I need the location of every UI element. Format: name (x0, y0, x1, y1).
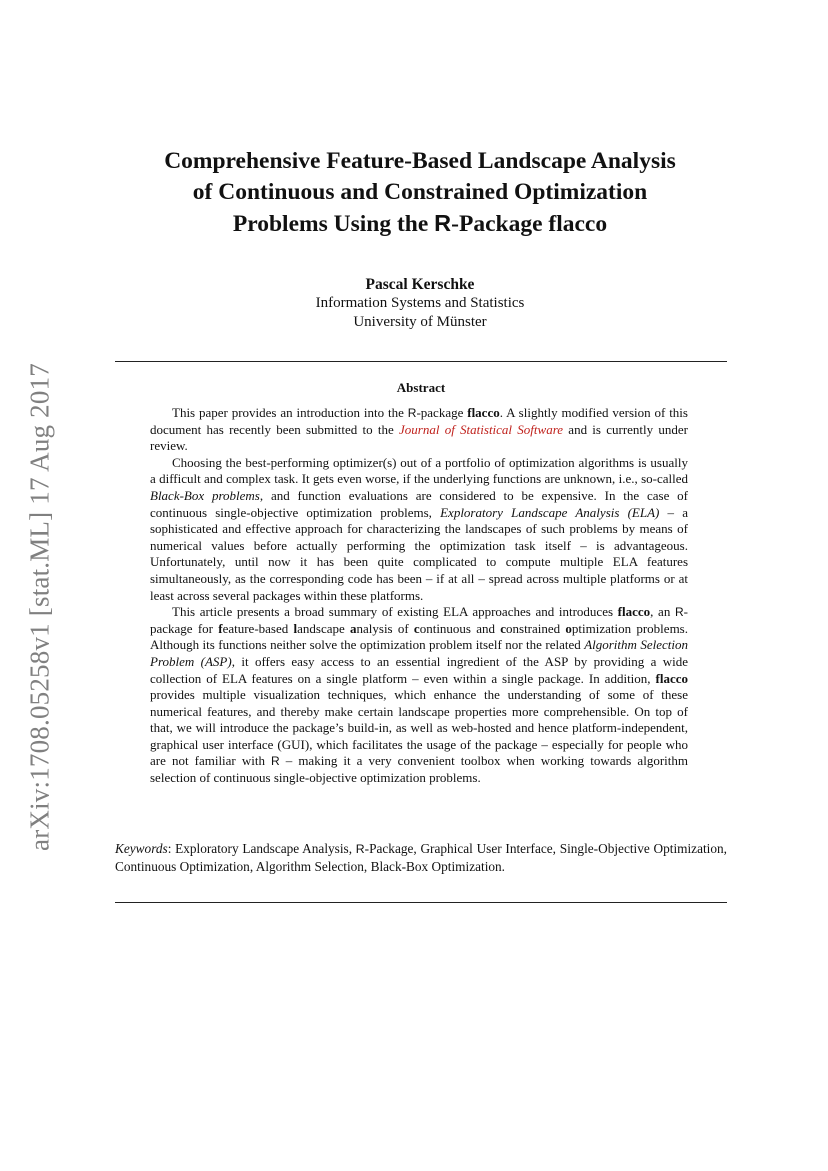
text: . A slightly modified version of this document has recently been submitted to the (150, 405, 688, 437)
paper-title (100, 146, 740, 240)
abstract-body (150, 405, 688, 787)
text: Choosing the best-performing optimizer(s) out of a portfolio of optimization algorithms is usually a difficult and complex task. It gets even worse, if the underlying functions are unknown, i.e., so-called (150, 454, 688, 487)
text: This paper provides an introduction into the (172, 405, 408, 420)
title-line-1: Comprehensive Feature-Based Landscape Analysis (164, 148, 676, 174)
text: andscape (297, 620, 350, 636)
acronym-letter: f (218, 620, 223, 636)
text: This article presents a broad summary of existing ELA approaches and introduces (172, 604, 618, 620)
text: ontinuous and (419, 620, 501, 636)
author-name: Pascal Kerschke (365, 276, 475, 293)
keywords-label: Keywords (115, 841, 168, 856)
r-symbol: R (355, 842, 365, 856)
text: -Package, Graphical User Interface, Single-Objective Optimization, Continuous Optimization, Algorithm Selection, Black-Box Optimization. (115, 841, 727, 874)
package-name: flacco (655, 670, 688, 686)
keywords-block (115, 840, 727, 875)
journal-link[interactable]: Journal of Statistical Software (399, 421, 564, 437)
title-text: Problems Using the (232, 211, 435, 237)
abstract-paragraph-1 (150, 405, 688, 455)
author-affiliation-1: Information Systems and Statistics (315, 295, 525, 311)
emphasis: Black-Box problems (150, 487, 260, 503)
arxiv-stamp-text: arXiv:1708.05258v1 [stat.ML] 17 Aug 2017 (24, 363, 55, 851)
emphasis: Exploratory Landscape Analysis (ELA) (440, 504, 660, 520)
abstract-heading: Abstract (396, 380, 446, 395)
acronym-letter: c (500, 620, 507, 636)
author-affiliation-2: University of Münster (353, 314, 487, 330)
title-line-2: of Continuous and Constrained Optimization (192, 179, 648, 205)
title-r-symbol: R (434, 210, 452, 236)
text: – making it a very convenient toolbox when working towards algorithm selection of continuous single-objective optimization problems. (150, 753, 688, 786)
title-line-3 (100, 208, 740, 240)
text: : Exploratory Landscape Analysis, (167, 841, 356, 856)
text: and is currently under review. (150, 421, 688, 454)
text: eature-based (222, 620, 294, 636)
r-symbol: R (407, 406, 417, 420)
text: -package for (150, 604, 688, 636)
text: , an (650, 604, 675, 620)
r-symbol: R (674, 605, 684, 620)
text: ptimization problems. Although its functions neither solve the optimization problem itself nor the related (150, 620, 688, 653)
top-rule (115, 361, 727, 362)
title-package-name: flacco (548, 211, 608, 237)
abstract-paragraph-3 (150, 604, 688, 787)
arxiv-stamp (20, 352, 60, 862)
text: nalysis of (356, 620, 414, 636)
r-symbol: R (271, 754, 280, 769)
emphasis: Algorithm Selection Problem (ASP) (150, 637, 689, 669)
text: , and function evaluations are considered to be expensive. In the case of continuous single-objective optimization problems, (150, 487, 689, 520)
text: -package (416, 405, 468, 420)
abstract-paragraph-2 (150, 455, 688, 604)
text: onstrained (506, 620, 566, 636)
text: , it offers easy access to an essential ingredient of the ASP by providing a wide collection of ELA features on a single platform – even within a single package. In addition, (150, 653, 689, 686)
package-name: flacco (617, 604, 651, 620)
acronym-letter: c (413, 620, 420, 636)
author-block (100, 275, 740, 332)
text: – a sophisticated and effective approach for characterizing the landscapes of such problems by means of numerical values before actually performing the optimization task itself – is advantageous. Unfortunately, until now it has been quite complicated to compute multiple ELA features simultaneously, as the corresponding code has been – if at all – spread across multiple platforms or at least across several packages within these platforms. (150, 504, 688, 603)
bottom-rule (115, 902, 727, 903)
acronym-letter: l (293, 620, 298, 636)
title-text: -Package (451, 211, 549, 237)
text: provides multiple visualization techniques, which enhance the understanding of some of these numerical features, and thereby make certain landscape properties more comprehensible. On top of that, we will introduce the package’s build-in, as well as web-hosted and hence platform-independent, graphical user interface (GUI), which facilitates the usage of the package – especially for people who are not familiar with (150, 687, 688, 769)
acronym-letter: a (350, 620, 357, 636)
acronym-letter: o (565, 620, 572, 636)
package-name: flacco (467, 405, 500, 420)
